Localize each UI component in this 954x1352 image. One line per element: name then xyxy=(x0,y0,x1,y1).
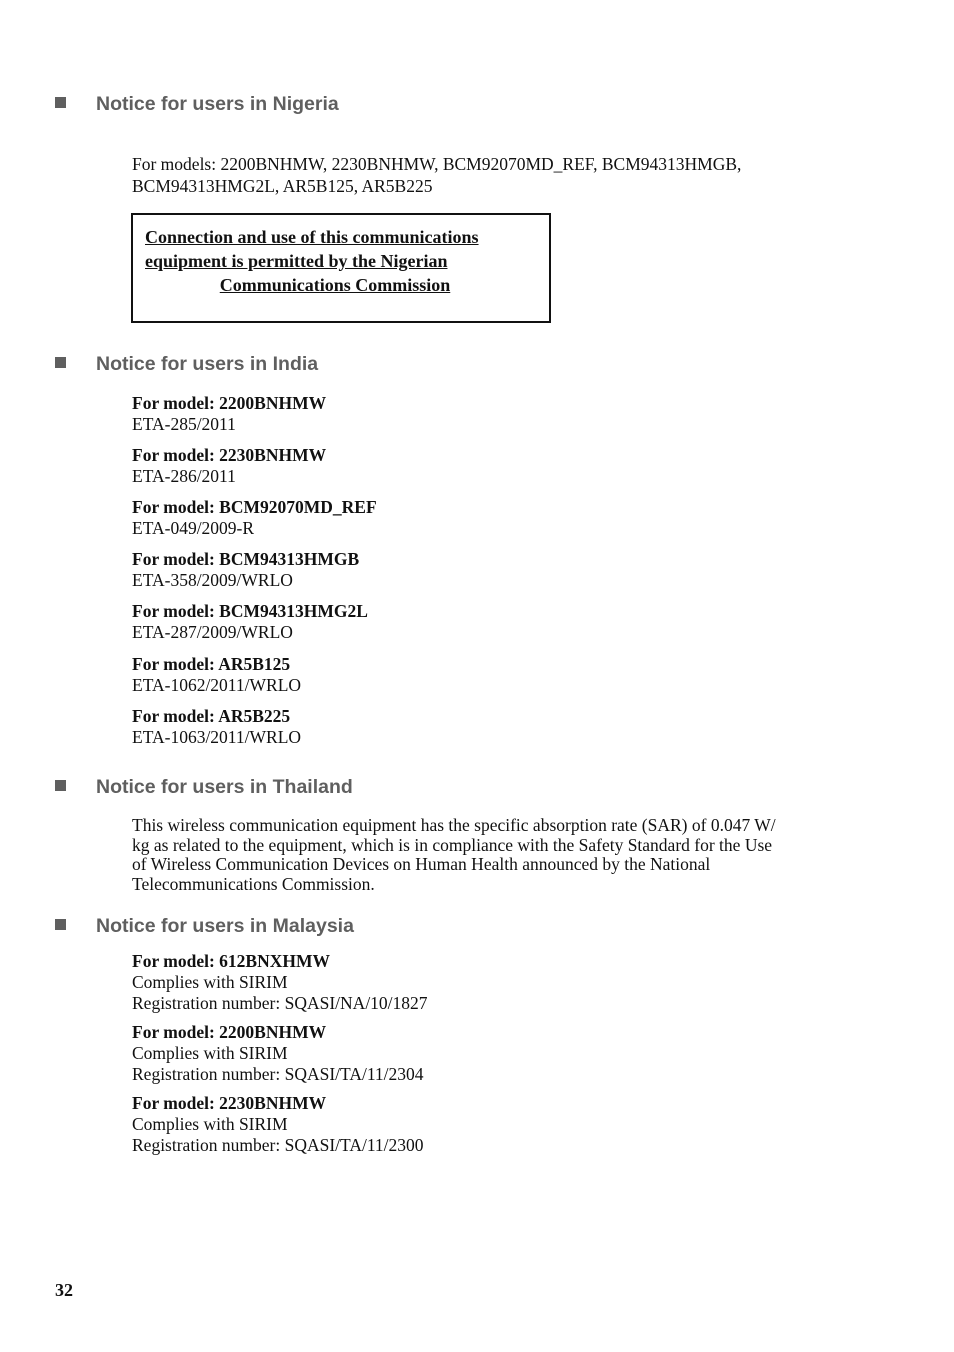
india-model-entry: For model: BCM94313HMGB ETA-358/2009/WRLO xyxy=(132,549,360,590)
square-bullet-icon xyxy=(55,780,66,791)
square-bullet-icon xyxy=(55,357,66,368)
malaysia-model-entry: For model: 612BNXHMW Complies with SIRIM Registration number: SQASI/NA/10/1827 xyxy=(132,951,428,1013)
nigeria-approval-box xyxy=(131,213,551,323)
section-heading-thailand: Notice for users in Thailand xyxy=(55,776,353,799)
thailand-sar-paragraph: This wireless communication equipment has the specific absorption rate (SAR) of 0.047 W/ kg as related to the equipment, which is in compliance with the Safety Standard for the Use of Wireless Communication Devices on Human Health announced by the National Telecommunications Commission. xyxy=(132,815,776,894)
india-model-entry: For model: BCM92070MD_REF ETA-049/2009-R xyxy=(132,497,377,538)
nigeria-approval-text: Connection and use of this communications equipment is permitted by the Nigerian Communications Commission xyxy=(145,227,479,295)
india-model-entry: For model: AR5B125 ETA-1062/2011/WRLO xyxy=(132,654,302,695)
nigeria-models-text: For models: 2200BNHMW, 2230BNHMW, BCM92070MD_REF, BCM94313HMGB, BCM94313HMG2L, AR5B125, AR5B225 xyxy=(132,154,742,196)
india-model-entry: For model: 2230BNHMW ETA-286/2011 xyxy=(132,445,327,486)
section-heading-nigeria: Notice for users in Nigeria xyxy=(55,93,339,116)
section-heading-malaysia: Notice for users in Malaysia xyxy=(55,915,354,938)
india-model-entry: For model: 2200BNHMW ETA-285/2011 xyxy=(132,393,327,434)
section-heading-india: Notice for users in India xyxy=(55,353,318,376)
page-number: 32 xyxy=(55,1280,73,1300)
india-model-entry: For model: AR5B225 ETA-1063/2011/WRLO xyxy=(132,706,302,747)
square-bullet-icon xyxy=(55,919,66,930)
malaysia-model-entry: For model: 2200BNHMW Complies with SIRIM Registration number: SQASI/TA/11/2304 xyxy=(132,1022,424,1084)
malaysia-model-entry: For model: 2230BNHMW Complies with SIRIM Registration number: SQASI/TA/11/2300 xyxy=(132,1093,424,1155)
square-bullet-icon xyxy=(55,97,66,108)
india-model-entry: For model: BCM94313HMG2L ETA-287/2009/WRLO xyxy=(132,601,368,642)
